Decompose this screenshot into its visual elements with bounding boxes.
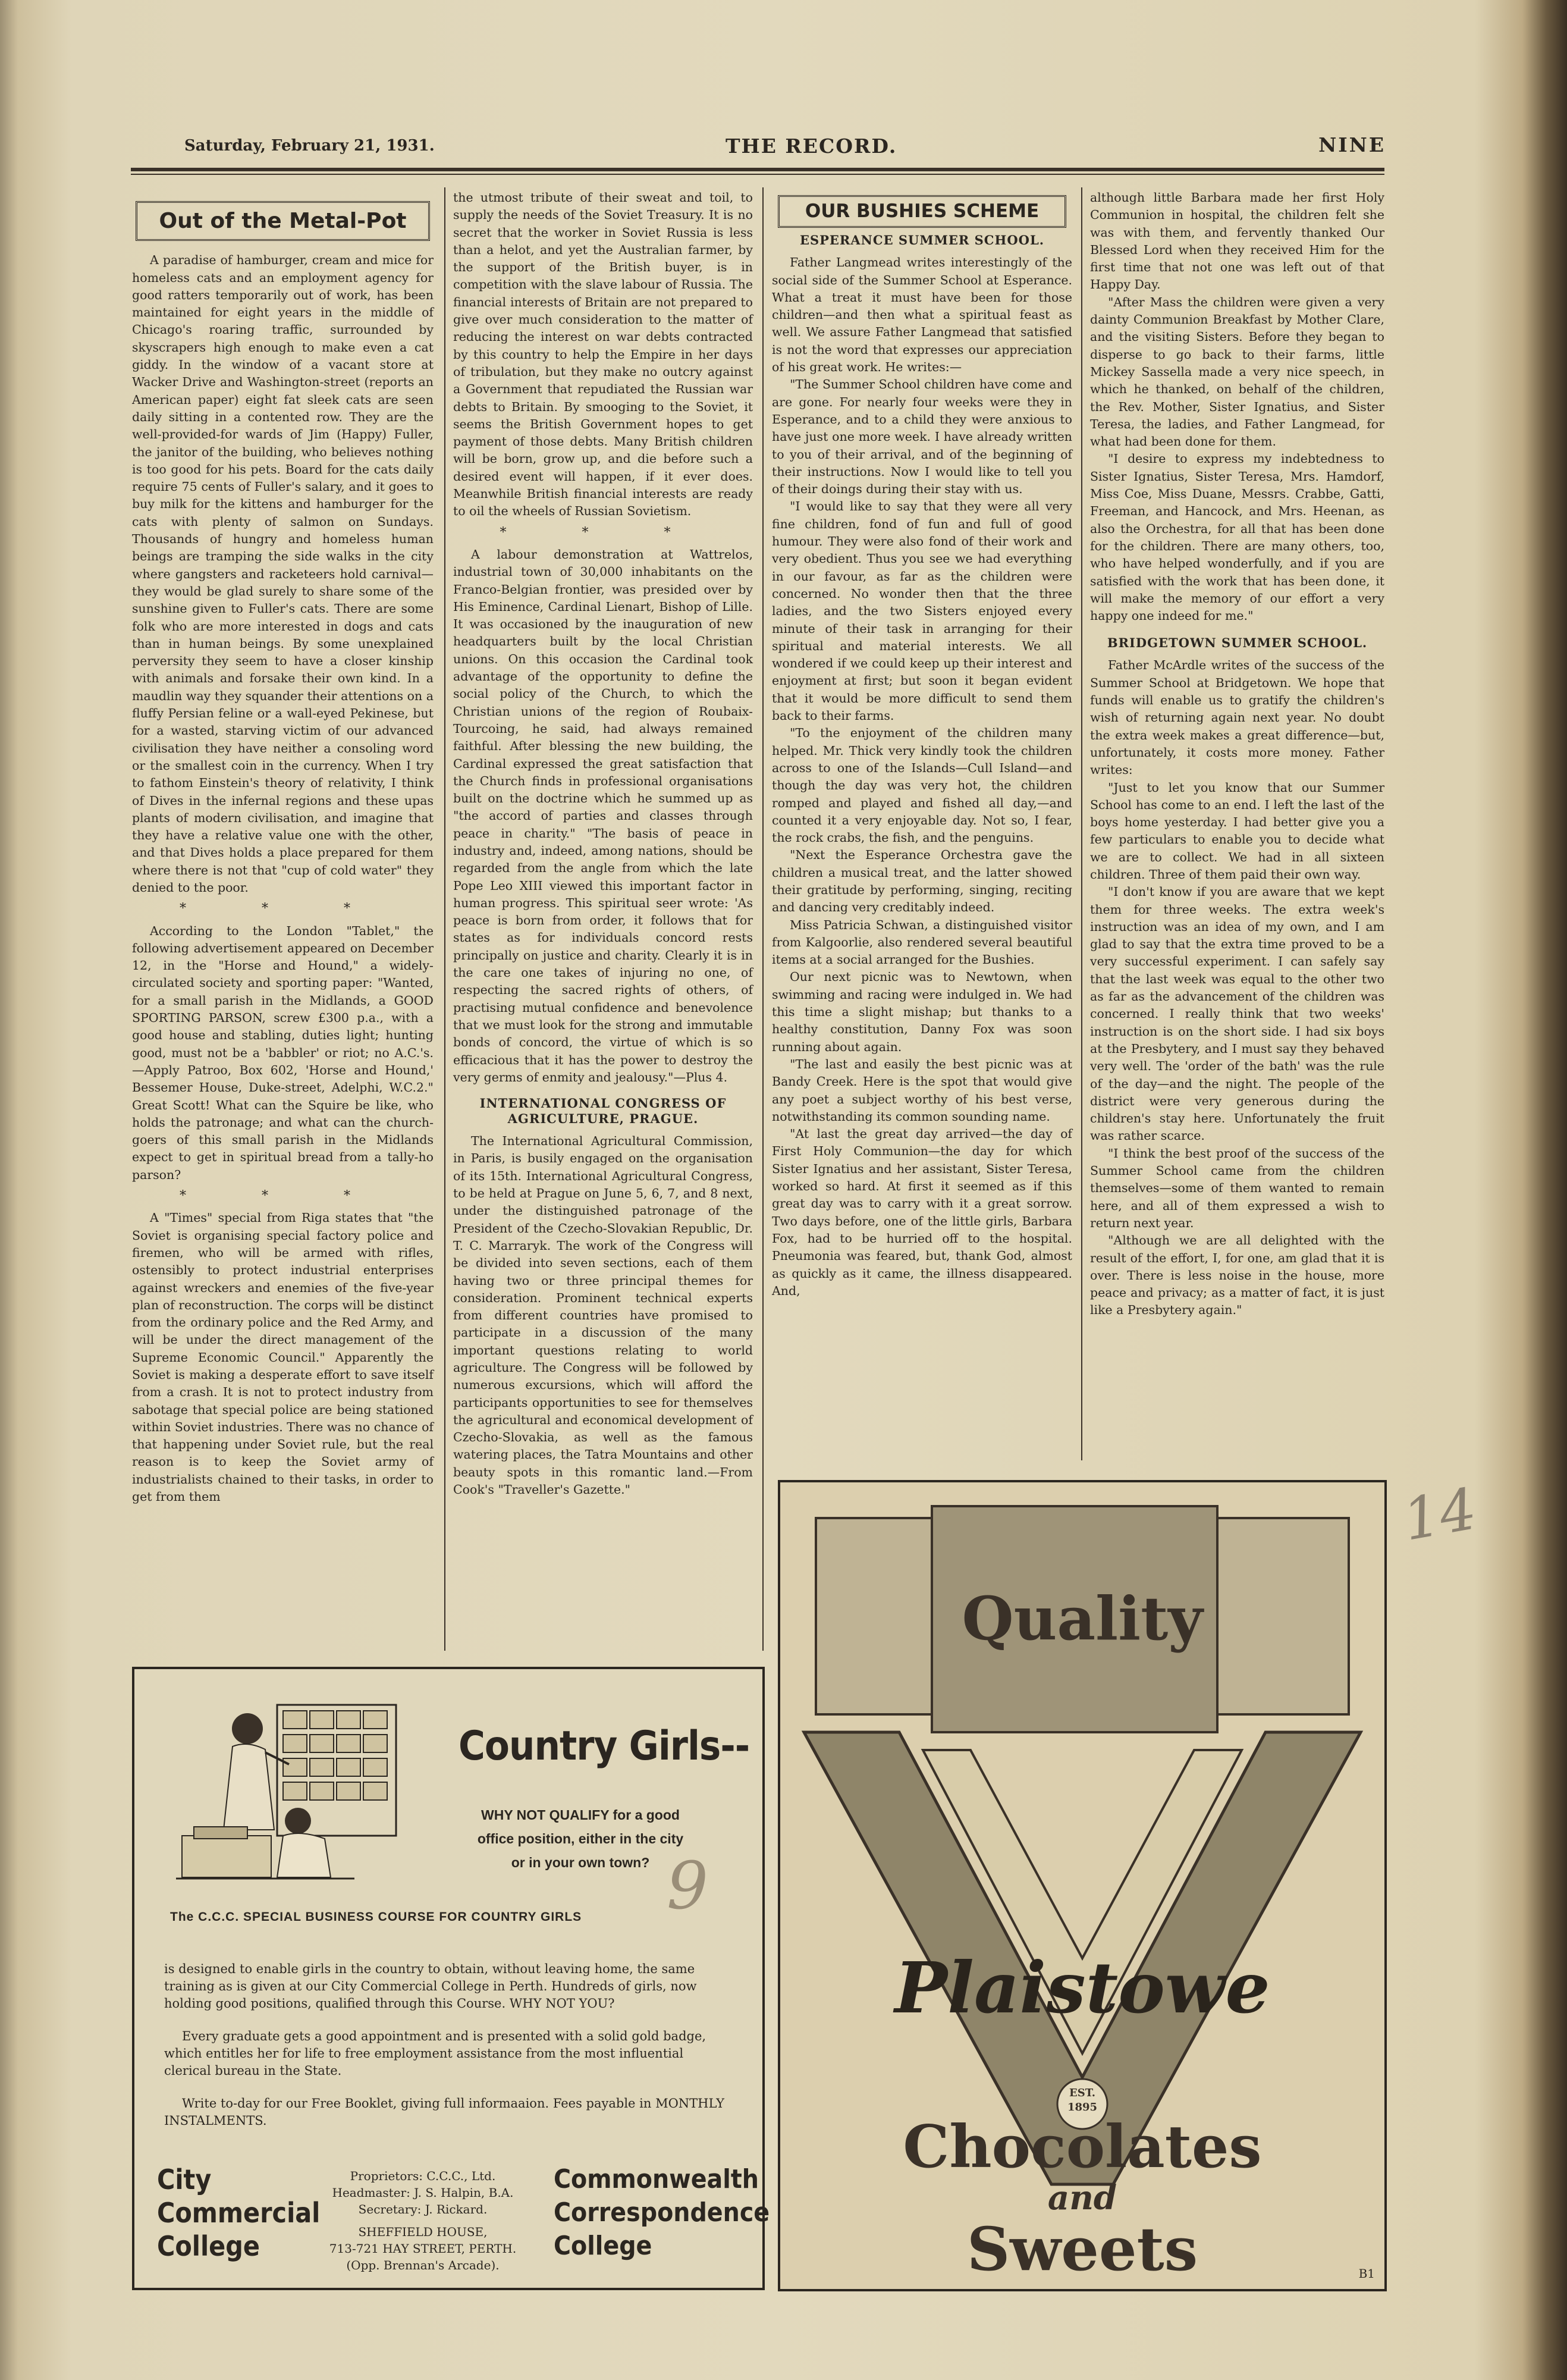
esperance-subhead: ESPERANCE SUMMER SCHOOL. [799, 233, 1045, 248]
article-paragraph: According to the London "Tablet," the following advertisement appeared on December 12, in the "Horse and Hound," a widely-circulated society and sporting paper: "Wanted, for a small parish in the Midlands, a GOOD SPORTING PARSON, screw £300 p.a., with a good house and stabling, duties light; hunting good, must not be a 'babbler' or riot; no A.C.'s.—Apply Patroo, Box 602, 'Horse and Hound,' Bessemer House, Duke-street, Adelphi, W.C.2." Great Scott! What can the Squire be like, who holds the patronage; and what can the church-goers of this small parish in the Midlands expect to get in spiritual bread from a tally-ho parson? [132, 923, 434, 1182]
column-4 [1090, 189, 1384, 1319]
city-commercial-college-logo: City Commercial College [157, 2163, 321, 2262]
ad-code: B1 [1358, 2266, 1375, 2281]
course-title: The C.C.C. SPECIAL BUSINESS COURSE FOR COUNTRY GIRLS [170, 1910, 582, 1924]
article-paragraph: Our next picnic was to Newtown, when swimming and racing were indulged in. We had this time a slight mishap; but thanks to a healthy constitution, Danny Fox was soon running about again. [772, 970, 1072, 1054]
article-paragraph: "Although we are all delighted with the result of the effort, I, for one, am glad that it is over. There is less noise in the house, more peace and privacy; as a matter of fact, it is just like a Presbytery again." [1090, 1233, 1384, 1318]
article-paragraph: "Next the Esperance Orchestra gave the children a musical treat, and the latter showed their gratitude by performing, singing, reciting and dancing very creditably indeed. [772, 848, 1072, 915]
article-paragraph: "After Mass the children were given a very dainty Communion Breakfast by Mother Clare, and the visiting Sisters. Before they began to disperse to go back to their farms, little Mickey Sassella made a very nice speech, in which he thanked, on behalf of the children, the Rev. Mother, Sister Ignatius, and Sister Teresa, the ladies, and Father Langmead, for what had been done for them. [1090, 294, 1384, 449]
article-paragraph: "Just to let you know that our Summer School has come to an end. I left the last of the boys home yesterday. I had better give you a few particulars to enable you to decide what we are to collect. We had in all sixteen children. Three of them paid their own way. [1090, 780, 1384, 882]
article-paragraph: "The Summer School children have come and are gone. For nearly four weeks were they in Esperance, and to a child they were anxious to have just one more week. I have already written to you of their arrival, and of the beginning of their instructions. Now I would like to tell you of their doings during their stay with us. [772, 377, 1072, 497]
article-paragraph: "The last and easily the best picnic was at Bandy Creek. Here is the spot that would give any poet a subject worthy of his best verse, notwithstanding its common sounding name. [772, 1056, 1072, 1124]
plaistowe-brand: Plaistowe [894, 1946, 1270, 2029]
ad-subheadline: WHY NOT QUALIFY for a good office position, either in the city or in your own town? [477, 1807, 684, 1870]
commonwealth-correspondence-college-logo: Commonwealth Correspondence College [554, 2164, 770, 2261]
column-1 [132, 189, 434, 1506]
column-2 [453, 189, 753, 1498]
section-divider: * * * [500, 525, 706, 540]
header-rule-thin [131, 174, 1384, 175]
column-3 [772, 189, 1072, 1300]
ad-body: is designed to enable girls in the country to obtain, without leaving home, the same training as is given at our City Commercial College in Perth. Hundreds of girls, now holding good positions, qualified through this Course. WHY NOT YOU? Every graduate gets a good appointment and is presented with a solid gold badge, which entitles her for life to free employment assistance from the most influential clerical bureau in the State. Write to-day for our Free Booklet, giving full informaaion. Fees payable in MONTHLY INSTALMENTS. [164, 1962, 724, 2128]
column-rule [1081, 187, 1082, 1460]
and-label: and [1047, 2178, 1117, 2218]
sweets-label: Sweets [966, 2214, 1198, 2284]
column-rule [444, 187, 445, 1651]
margin-pencil-note: 14 [1398, 1475, 1481, 1554]
article-paragraph: "I desire to express my indebtedness to Sister Ignatius, Sister Teresa, Mrs. Hamdorf, Miss Coe, Miss Duane, Messrs. Crabbe, Gatti, Freeman, and Hancock, and Mrs. Heenan, as also the Orchestra, for all that has been done for the children. There are many others, too, who have helped wonderfully, and if you are satisfied with the work that has been done, it will make the memory of our effort a very happy one indeed for me." [1090, 451, 1384, 623]
bushies-scheme-title: OUR BUSHIES SCHEME [778, 195, 1066, 228]
article-paragraph: "At last the great day arrived—the day of First Holy Communion—the day for which Sister Ignatius and her assistant, Sister Teresa, worked so hard. At first it seemed as if this great day was to carry with it a great sorrow. Two days before, one of the little girls, Barbara Fox, had to be hurried off to the hospital. Pneumonia was feared, but, thank God, almost as quickly as it came, the illness disappeared. And, [772, 1127, 1072, 1298]
established-label: EST. 1895 [1067, 2087, 1098, 2114]
plaistowe-chocolates-advertisement [778, 1480, 1387, 2291]
article-paragraph: although little Barbara made her first Holy Communion in hospital, the children felt she was with them, and fervently thanked Our Blessed Lord when they received Him for the first time that not one was left out of that Happy Day. [1090, 190, 1384, 292]
article-paragraph: "I would like to say that they were all very fine children, fond of fun and full of good humour. They were also fond of their work and very obedient. Thus you see we had everything in our favour, as far as the children were concerned. No wonder then that the three ladies, and the two Sisters enjoyed every minute of their task in arranging for their spiritual and material interests. We all wondered if we could keep up their interest and enjoyment at first; but soon it began evident that it would be more difficult to send them back to their farms. [772, 499, 1072, 723]
article-paragraph: "I don't know if you are aware that we kept them for three weeks. The extra week's instruction was an idea of my own, and I am glad to say that the extra time proved to be a very successful experiment. I can safely say that the last week was equal to the other two as far as the advancement of the children was concerned. I really think that two weeks' instruction is on the short side. I had six boys at the Presbytery, and I must say they behaved very well. The 'order of the bath' was the rule of the day—and the night. The people of the district were very generous during the children's stay here. Unfortunately the fruit was rather scarce. [1090, 885, 1384, 1143]
office-girls-illustration [176, 1693, 426, 1889]
country-girls-advertisement [132, 1667, 770, 2290]
section-divider: * * * [180, 901, 386, 917]
article-paragraph: Father McArdle writes of the success of the Summer School at Bridgetown. We hope that funds will enable us to gratify the children's wish of returning again next year. No doubt the extra week makes a great difference—but, unfortunately, it costs more money. Father writes: [1090, 658, 1384, 777]
header-rule [131, 168, 1384, 171]
bridgetown-subhead: BRIDGETOWN SUMMER SCHOOL. [1107, 635, 1368, 651]
quality-label: Quality [962, 1583, 1203, 1654]
metal-pot-title: Out of the Metal-Pot [136, 201, 430, 241]
article-paragraph: A "Times" special from Riga states that "the Soviet is organising special factory police and firemen, who will be armed with rifles, ostensibly to protect industrial enterprises against wreckers and enemies of the five-year plan of reconstruction. The corps will be distinct from the ordinary police and the Red Army, and will be under the direct management of the Supreme Economic Council." Apparently the Soviet is making a desperate effort to save itself from a crash. It is not to protect industry from sabotage that special police are being stationed within Soviet industries. There was no chance of that happening under Soviet rule, but the real reason is to keep the Soviet army of industrialists chained to their tasks, in order to get from them [132, 1211, 434, 1504]
ad-headline: Country Girls-- [459, 1723, 750, 1770]
congress-headline: INTERNATIONAL CONGRESS OF AGRICULTURE, PRAGUE. [479, 1096, 727, 1127]
handwritten-mark: 9 [667, 1848, 708, 1924]
ad-proprietors: Proprietors: C.C.C., Ltd. Headmaster: J. S. Halpin, B.A. Secretary: J. Rickard. SHEFFIELD HOUSE, 713-721 HAY STREET, PERTH. (Opp. Brennan's Arcade). [329, 2169, 517, 2272]
article-paragraph: A paradise of hamburger, cream and mice for homeless cats and an employment agency for good ratters temporarily out of work, has been maintained for eight years in the middle of Chicago's roaring traffic, surrounded by skyscrapers high enough to make even a cat giddy. In the window of a vacant store at Wacker Drive and Washington-street (reports an American paper) eight fat sleek cats are seen daily sitting in a contented row. They are the well-provided-for wards of Jim (Happy) Fuller, the janitor of the building, who believes nothing is too good for his pets. Board for the cats daily require 75 cents of Fuller's salary, and it goes to buy milk for the kittens and hamburger for the cats with plenty of salmon on Sundays. Thousands of hungry and homeless human beings are tramping the side walks in the city where gangsters and racketeers hold carnival—they would be glad surely to share some of the sunshine given to Fuller's cats. There are some folk who are more interested in dogs and cats than in human beings. By some unexplained perversity they seem to have a closer kinship with animals and forsake their own kind. In a maudlin way they squander their attentions on a fluffy Persian feline or a wall-eyed Pekinese, but for a wasted, starving victim of our advanced civilisation they have neither a consoling word or the smallest coin in the currency. When I try to fathom Einstein's theory of relativity, I think of Dives in the infernal regions and these upas plants of modern civilisation, and imagine that they have a relative value one with the other, and that Dives holds a place prepared for them where there is not that "cup of cold water" they denied to the poor. [132, 253, 434, 895]
header-page-number: NINE [1318, 133, 1386, 156]
article-paragraph: "To the enjoyment of the children many helped. Mr. Thick very kindly took the children across to one of the Islands—Cull Island—and though the day was very hot, the children romped and played and fished all day,—and counted it a very enjoyable day. Not so, I fear, the rock crabs, the fish, and the penguins. [772, 726, 1072, 845]
header-date: Saturday, February 21, 1931. [184, 137, 435, 155]
article-paragraph: Father Langmead writes interestingly of the social side of the Summer School at Esperance. What a treat it must have been for those children—and then what a spiritual feast as well. We assure Father Langmead that satisfied is not the word that expresses our appreciation of his great work. He writes:— [772, 255, 1072, 375]
chocolates-label: Chocolates [903, 2113, 1262, 2181]
article-paragraph: The International Agricultural Commission, in Paris, is busily engaged on the organisation of its 15th. International Agricultural Congress, to be held at Prague on June 5, 6, 7, and 8 next, under the distinguished patronage of the President of the Czecho-Slovakian Republic, Dr. T. C. Marraryk. The work of the Congress will be divided into seven sections, each of them having two or three principal themes for consideration. Prominent technical experts from different countries have promised to participate in a discussion of the many important questions relating to world agriculture. The Congress will be followed by numerous excursions, which will afford the participants opportunities to see for themselves the agricultural and economical development of Czecho-Slovakia, as well as the famous watering places, the Tatra Mountains and other beauty spots in this romantic land.—From Cook's "Traveller's Gazette." [453, 1134, 753, 1497]
section-divider: * * * [180, 1189, 386, 1204]
article-paragraph: Miss Patricia Schwan, a distinguished visitor from Kalgoorlie, also rendered several beautiful items at a social arranged for the Bushies. [772, 917, 1072, 967]
column-rule [762, 187, 764, 1651]
article-paragraph: the utmost tribute of their sweat and toil, to supply the needs of the Soviet Treasury. It is no secret that the worker in Soviet Russia is less than a helot, and yet the Australian farmer, by the support of the British buyer, is in competition with the slave labour of Russia. The financial interests of Britain are not prepared to give over much consideration to the matter of reducing the interest on war debts contracted by this country to help the Empire in her days of tribulation, but they make no outcry against a Government that repudiated the Russian war debts to Britain. By smooging to the Soviet, it seems the British Government hopes to get payment of those debts. Many British children will be born, grow up, and die before such a desired event will happen, if it ever does. Meanwhile British financial interests are ready to oil the wheels of Russian Sovietism. [453, 190, 753, 519]
article-paragraph: "I think the best proof of the success of the Summer School came from the children themselves—some of them wanted to remain here, and all of them expressed a wish to return next year. [1090, 1146, 1384, 1230]
article-paragraph: A labour demonstration at Wattrelos, industrial town of 30,000 inhabitants on the Franco-Belgian frontier, was presided over by His Eminence, Cardinal Lienart, Bishop of Lille. It was occasioned by the inauguration of new headquarters built by the local Christian unions. On this occasion the Cardinal took advantage of the opportunity to define the social policy of the Church, to which the Christian unions of the region of Roubaix-Tourcoing, he said, had always remained faithful. After blessing the new building, the Cardinal expressed the great satisfaction that the Church finds in professional organisations built on the doctrine which he summed up as "the accord of parties and classes through peace in charity." "The basis of peace in industry and, indeed, among nations, should be regarded from the angle from which the late Pope Leo XIII viewed this important factor in human progress. This spiritual seer wrote: 'As peace is born from order, it follows that for states as for individuals concord rests principally on justice and charity. Clearly it is in the care one takes of injuring no one, of respecting the sacred rights of others, of practising mutual confidence and benevolence that we must look for the strong and immutable bonds of concord, the virtue of which is so efficacious that it has the power to destroy the very germs of enmity and jealousy."—Plus 4. [453, 547, 753, 1084]
page-header [178, 132, 1386, 156]
header-title: THE RECORD. [726, 134, 897, 158]
